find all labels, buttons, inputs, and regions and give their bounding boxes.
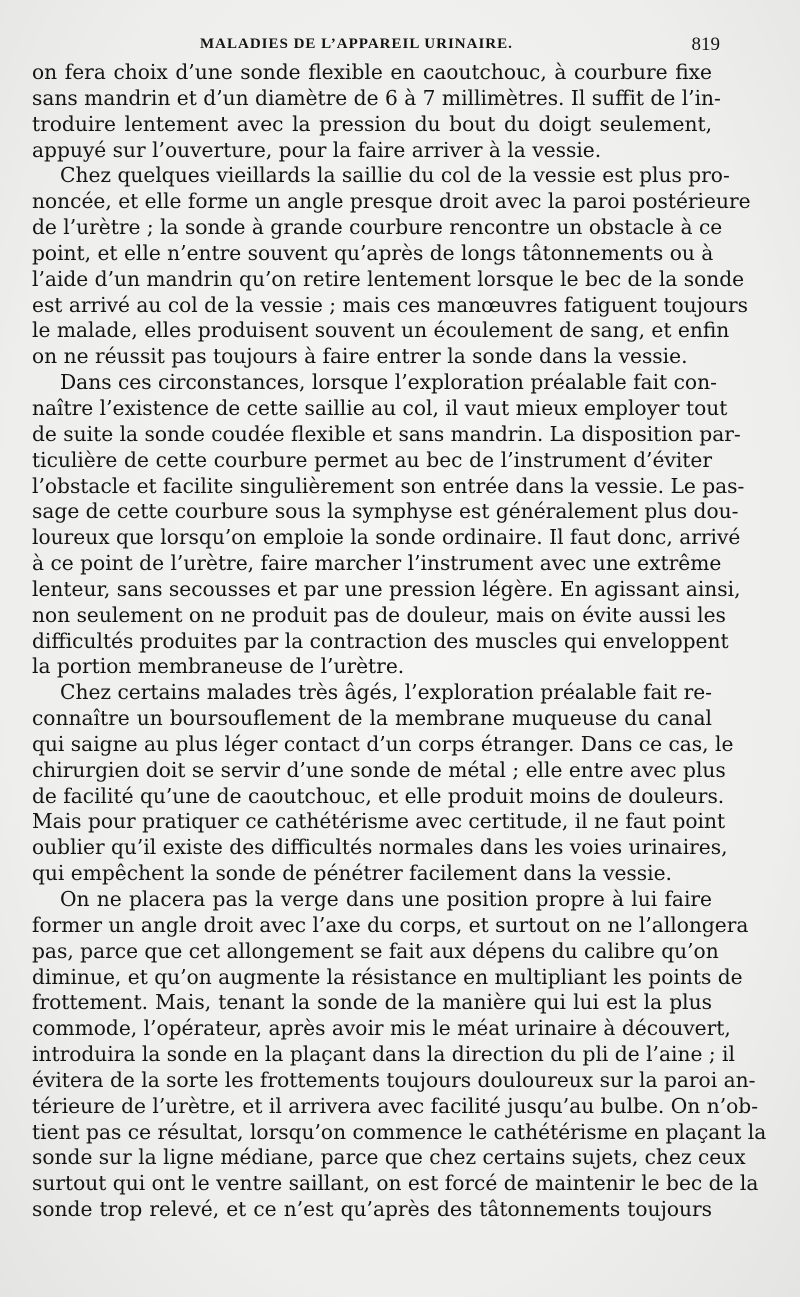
text-line: oublier qu’il existe des difficultés normales dans les voies urinaires, (32, 835, 728, 860)
text-line: est arrivé au col de la vessie ; mais ces manœuvres fatiguent toujours (32, 292, 749, 317)
text-line: chirurgien doit se servir d’une sonde de métal ; elle entre avec plus (32, 757, 726, 782)
text-line: de facilité qu’une de caoutchouc, et elle produit moins de douleurs. (32, 783, 725, 808)
text-line: Dans ces circonstances, lorsque l’exploration préalable fait con- (60, 370, 717, 395)
paragraph (32, 680, 734, 887)
text-line: lenteur, sans secousses et par une pression légère. En agissant ainsi, (32, 576, 741, 601)
text-line: de suite la sonde coudée flexible et sans mandrin. La disposition par- (32, 421, 741, 446)
text-line: sonde trop relevé, et ce n’est qu’après des tâtonnements toujours (32, 1197, 712, 1222)
text-line: connaître un boursouflement de la membrane muqueuse du canal (32, 706, 712, 731)
text-line: Chez certains malades très âgés, l’exploration préalable fait re- (60, 680, 712, 705)
text-line: qui saigne au plus léger contact d’un corps étranger. Dans ce cas, le (32, 731, 734, 756)
text-line: difficultés produites par la contraction des muscles qui enveloppent (32, 628, 729, 653)
text-line: noncée, et elle forme un angle presque droit avec la paroi postérieure (32, 189, 751, 214)
text-line: non seulement on ne produit pas de douleur, mais on évite aussi les (32, 602, 726, 627)
text-line: sans mandrin et d’un diamètre de 6 à 7 millimètres. Il suffit de l’in- (32, 85, 721, 110)
text-line: sage de cette courbure sous la symphyse est généralement plus dou- (32, 499, 739, 524)
text-line: le malade, elles produisent souvent un écoulement de sang, et enfin (32, 318, 730, 343)
text-line: sonde sur la ligne médiane, parce que chez certains sujets, chez ceux (32, 1145, 746, 1170)
text-line: appuyé sur l’ouverture, pour la faire arriver à la vessie. (32, 137, 602, 162)
text-line: ticulière de cette courbure permet au bec de l’instrument d’éviter (32, 447, 712, 472)
paragraph (32, 887, 767, 1223)
text-line: de l’urètre ; la sonde à grande courbure rencontre un obstacle à ce (32, 215, 723, 240)
text-line: surtout qui ont le ventre saillant, on est forcé de maintenir le bec de la (32, 1171, 759, 1196)
text-line: pas, parce que cet allongement se fait aux dépens du calibre qu’on (32, 938, 719, 963)
text-line: Chez quelques vieillards la saillie du col de la vessie est plus pro- (60, 163, 730, 188)
text-line: diminue, et qu’on augmente la résistance en multipliant les points de (32, 964, 743, 989)
text-line: point, et elle n’entre souvent qu’après de longs tâtonnements ou à (32, 240, 714, 265)
text-line: former un angle droit avec l’axe du corps, et surtout on ne l’allongera (32, 912, 749, 937)
text-line: on fera choix d’une sonde flexible en caoutchouc, à courbure fixe (32, 60, 712, 84)
paragraph (32, 60, 721, 163)
text-line: troduire lentement avec la pression du bout du doigt seulement, (32, 111, 712, 136)
text-line: naître l’existence de cette saillie au col, il vaut mieux employer tout (32, 395, 728, 420)
text-line: On ne placera pas la verge dans une position propre à lui faire (60, 887, 712, 911)
text-line: commode, l’opérateur, après avoir mis le méat urinaire à découvert, (32, 1016, 731, 1041)
text-line: la portion membraneuse de l’urètre. (32, 654, 405, 679)
text-line: frottement. Mais, tenant la sonde de la manière qui lui est la plus (32, 990, 712, 1015)
text-line: on ne réussit pas toujours à faire entrer la sonde dans la vessie. (32, 344, 688, 369)
text-line: térieure de l’urètre, et il arrivera avec facilité jusqu’au bulbe. On n’ob- (32, 1093, 759, 1118)
text-line: loureux que lorsqu’on emploie la sonde ordinaire. Il faut donc, arrivé (32, 525, 741, 550)
text-line: évitera de la sorte les frottements toujours douloureux sur la paroi an- (32, 1067, 756, 1092)
text-line: tient pas ce résultat, lorsqu’on commence le cathétérisme en plaçant la (32, 1119, 767, 1144)
paragraph (32, 370, 745, 680)
body-text (32, 60, 767, 1223)
running-title: MALADIES DE L’APPAREIL URINAIRE. (200, 36, 513, 52)
text-line: qui empêchent la sonde de pénétrer facilement dans la vessie. (32, 861, 672, 886)
page-number: 819 (691, 34, 720, 55)
text-line: introduira la sonde en la plaçant dans la direction du pli de l’aine ; il (32, 1042, 735, 1067)
text-line: l’obstacle et facilite singulièrement son entrée dans la vessie. Le pas- (32, 473, 745, 498)
text-line: à ce point de l’urètre, faire marcher l’instrument avec une extrême (32, 551, 722, 576)
paragraph (32, 163, 751, 370)
running-head (200, 36, 720, 58)
text-line: Mais pour pratiquer ce cathétérisme avec certitude, il ne faut point (32, 809, 726, 834)
text-line: l’aide d’un mandrin qu’on retire lentement lorsque le bec de la sonde (32, 266, 745, 291)
